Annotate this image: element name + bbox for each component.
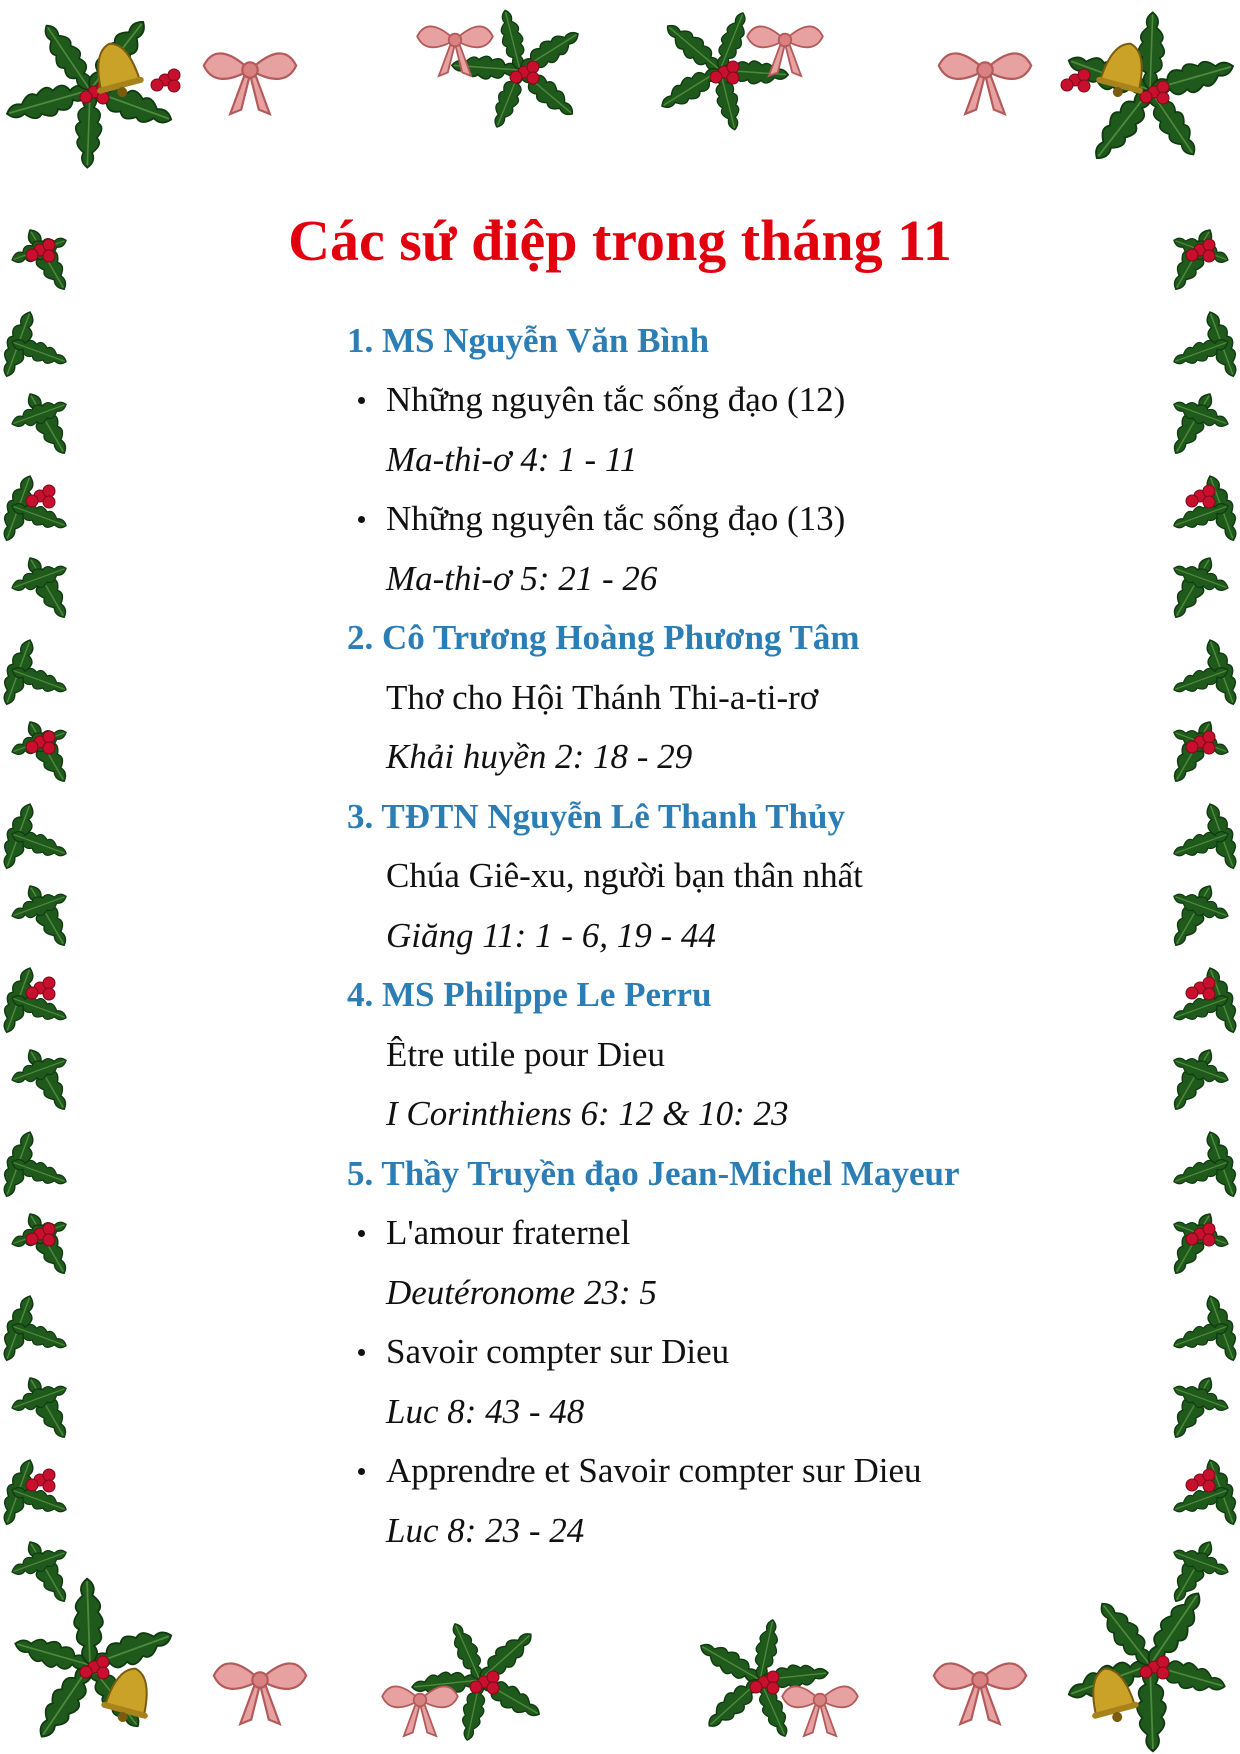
- bullet-icon: [358, 1349, 365, 1356]
- list-item: [386, 1331, 729, 1373]
- scripture-reference: Luc 8: 43 - 48: [386, 1392, 585, 1431]
- section-heading: 2. Cô Trương Hoàng Phương Tâm: [347, 618, 860, 657]
- bullet-icon: [358, 516, 365, 523]
- sermon-title: L'amour fraternel: [386, 1213, 631, 1252]
- sermon-title: Apprendre et Savoir compter sur Dieu: [386, 1451, 922, 1490]
- sermon-title: Những nguyên tắc sống đạo (13): [386, 499, 846, 538]
- bullet-icon: [358, 1468, 365, 1475]
- sermon-title: Être utile pour Dieu: [386, 1035, 665, 1074]
- scripture-reference: Khải huyền 2: 18 - 29: [386, 737, 693, 776]
- bullet-icon: [358, 397, 365, 404]
- list-item: [386, 1450, 922, 1492]
- section-heading: 3. TĐTN Nguyễn Lê Thanh Thủy: [347, 797, 845, 836]
- scripture-reference: I Corinthiens 6: 12 & 10: 23: [386, 1094, 789, 1133]
- sermon-title: Savoir compter sur Dieu: [386, 1332, 730, 1371]
- scripture-reference: Ma-thi-ơ 4: 1 - 11: [386, 440, 638, 479]
- page-title: Các sứ điệp trong tháng 11: [288, 208, 952, 273]
- list-item: [386, 498, 845, 540]
- scripture-reference: Luc 8: 23 - 24: [386, 1511, 585, 1550]
- section-heading: 5. Thầy Truyền đạo Jean-Michel Mayeur: [347, 1154, 960, 1193]
- bullet-icon: [358, 1230, 365, 1237]
- section-heading: 1. MS Nguyễn Văn Bình: [347, 321, 710, 360]
- scripture-reference: Deutéronome 23: 5: [386, 1273, 657, 1312]
- scripture-reference: Ma-thi-ơ 5: 21 - 26: [386, 559, 658, 598]
- list-item: [386, 379, 845, 421]
- sermon-title: Chúa Giê-xu, người bạn thân nhất: [386, 856, 863, 895]
- scripture-reference: Giăng 11: 1 - 6, 19 - 44: [386, 916, 716, 955]
- list-item: [386, 1212, 630, 1254]
- sermon-title: Những nguyên tắc sống đạo (12): [386, 380, 846, 419]
- section-heading: 4. MS Philippe Le Perru: [347, 975, 712, 1014]
- sermon-title: Thơ cho Hội Thánh Thi-a-ti-rơ: [386, 678, 819, 717]
